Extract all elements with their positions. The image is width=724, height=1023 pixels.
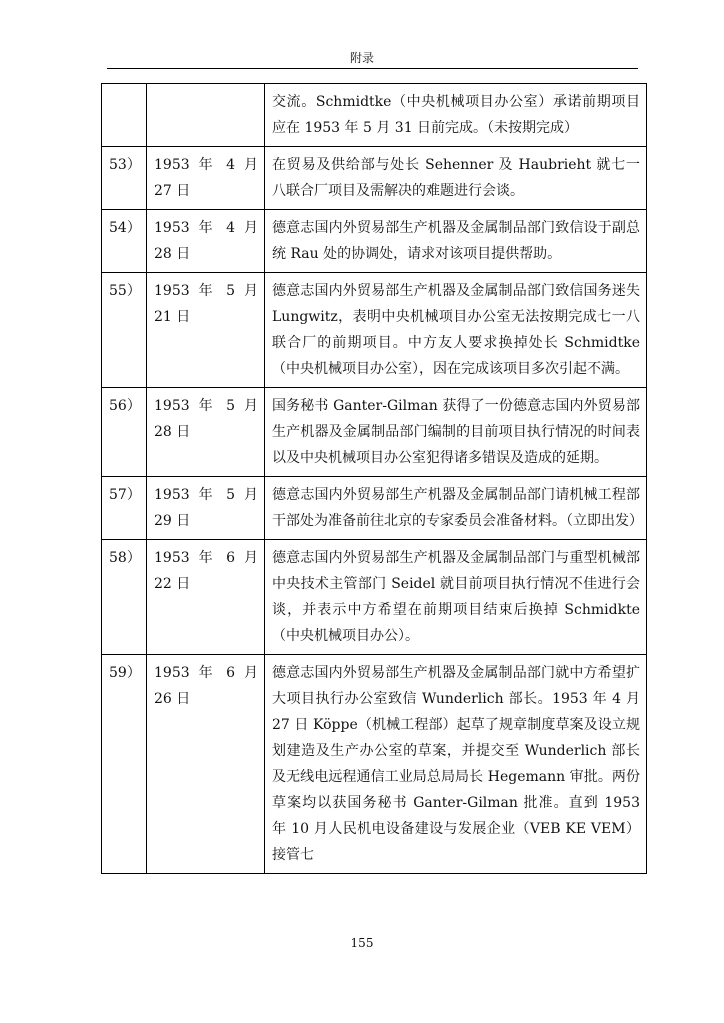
entry-date [147,84,265,147]
entry-description: 德意志国内外贸易部生产机器及金属制品部门请机械工程部干部处为准备前往北京的专家委员会准备材料。（立即出发） [265,477,647,540]
entry-description: 德意志国内外贸易部生产机器及金属制品部门就中方希望扩大项目执行办公室致信 Wunderlich 部长。1953 年 4 月 27 日 Köppe（机械工程部）起草了规章制度草案及设立规划建造及生产办公室的草案，并提交至 Wunderlich 部长及无线电远程通信工业局总局局长 Hegemann 审批。两份草案均以获国务秘书 Ganter-Gilman 批准。直到 1953 年 10 月人民机电设备建设与发展企业（VEB KE VEM）接管七 [265,655,647,874]
page-number: 155 [350,936,374,950]
running-head: 附录 [349,51,374,65]
table-row [102,84,647,147]
table-row [102,273,647,388]
entry-number: 56） [102,388,147,477]
table-row [102,210,647,273]
entry-date: 1953 年 5 月 28 日 [147,388,265,477]
entry-number: 55） [102,273,147,388]
entry-number [102,84,147,147]
table-row [102,655,647,874]
entry-date: 1953 年 4 月 28 日 [147,210,265,273]
table-row [102,540,647,655]
header-rule [107,68,638,69]
entry-description: 德意志国内外贸易部生产机器及金属制品部门致信国务迷失 Lungwitz，表明中央机械项目办公室无法按期完成七一八联合厂的前期项目。中方友人要求换掉处长 Schmidtke（中央机械项目办公室），因在完成该项目多次引起不满。 [265,273,647,388]
entry-description: 在贸易及供给部与处长 Sehenner 及 Haubrieht 就七一八联合厂项目及需解决的难题进行会谈。 [265,147,647,210]
entry-number: 53） [102,147,147,210]
entry-description: 国务秘书 Ganter-Gilman 获得了一份德意志国内外贸易部生产机器及金属制品部门编制的目前项目执行情况的时间表以及中央机械项目办公室犯得诸多错误及造成的延期。 [265,388,647,477]
entry-number: 54） [102,210,147,273]
entry-date: 1953 年 5 月 29 日 [147,477,265,540]
chronology-table [101,83,647,874]
table-row [102,477,647,540]
entry-date: 1953 年 6 月 22 日 [147,540,265,655]
entry-date: 1953 年 6 月 26 日 [147,655,265,874]
entry-number: 59） [102,655,147,874]
entry-description: 德意志国内外贸易部生产机器及金属制品部门与重型机械部中央技术主管部门 Seidel 就目前项目执行情况不佳进行会谈，并表示中方希望在前期项目结束后换掉 Schmidkte（中央机械项目办公）。 [265,540,647,655]
table-row [102,388,647,477]
table-row [102,147,647,210]
entry-number: 58） [102,540,147,655]
entry-description: 交流。Schmidtke（中央机械项目办公室）承诺前期项目应在 1953 年 5 月 31 日前完成。（未按期完成） [265,84,647,147]
entry-date: 1953 年 5 月 21 日 [147,273,265,388]
entry-description: 德意志国内外贸易部生产机器及金属制品部门致信设于副总统 Rau 处的协调处，请求对该项目提供帮助。 [265,210,647,273]
entry-number: 57） [102,477,147,540]
entry-date: 1953 年 4 月 27 日 [147,147,265,210]
